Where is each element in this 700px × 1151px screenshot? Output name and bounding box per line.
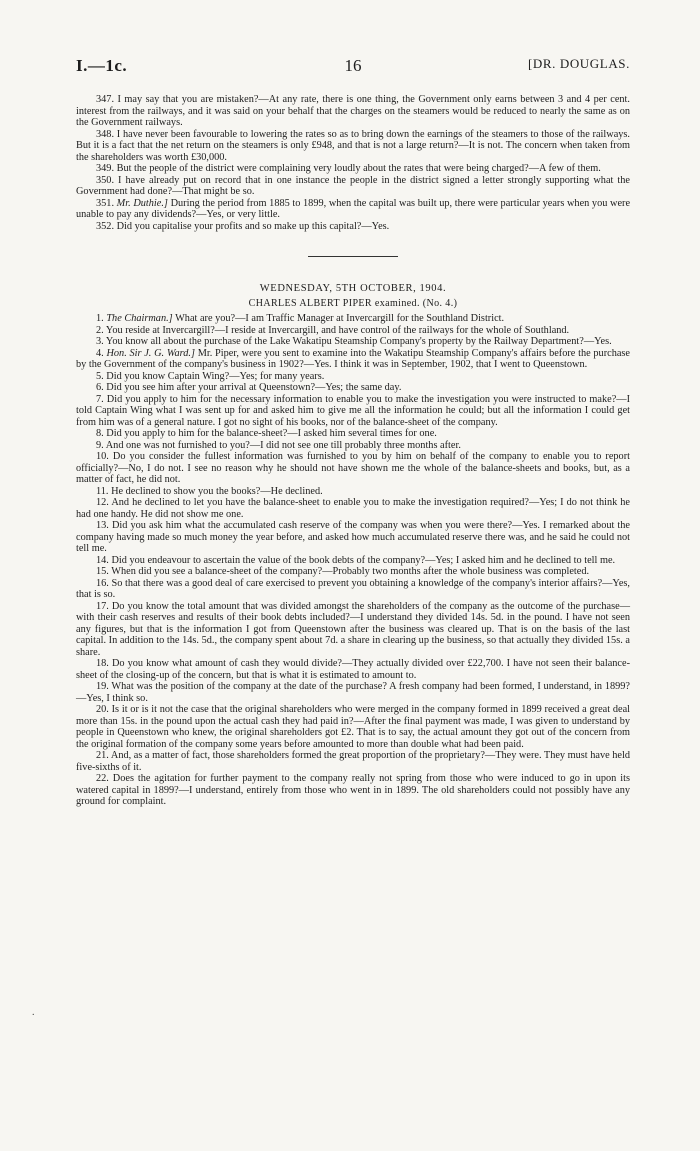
speaker-name: Mr. Duthie.] (116, 197, 168, 209)
question-paragraph (76, 750, 630, 773)
document-body (76, 94, 630, 808)
question-text: What are you?—I am Traffic Manager at Invercargill for the Southland District. (175, 313, 505, 324)
question-paragraph (76, 451, 630, 486)
question-paragraph (76, 129, 630, 164)
question-paragraph (76, 336, 630, 348)
speaker-name: Hon. Sir J. G. Ward.] (106, 347, 195, 359)
question-paragraph (76, 382, 630, 394)
question-paragraph (76, 704, 630, 750)
question-number: 4. (96, 347, 104, 359)
question-text: 350. I have already put on record that in one instance the people in the district signed a letter strongly supporting what the Government had done?—That might be so. (76, 174, 630, 197)
question-text: 347. I may say that you are mistaken?—At any rate, there is one thing, the Government only earns between 3 and 4 per cent. interest from the railways, and it was said on your behalf that the charges on the steamers would be reduced to nearly the same as on the Government railways. (76, 94, 630, 128)
question-paragraph (76, 566, 630, 578)
witness-heading: CHARLES ALBERT PIPER examined. (No. 4.) (248, 297, 458, 309)
question-paragraph (76, 601, 630, 659)
question-paragraph (76, 440, 630, 452)
question-text: 21. And, as a matter of fact, those shareholders formed the great proportion of the proprietary?—They were. They must have held five-sixths of it. (76, 750, 630, 773)
question-paragraph (76, 371, 630, 383)
question-paragraph (76, 578, 630, 601)
question-paragraph (76, 773, 630, 808)
witness-running-head: [DR. DOUGLAS. (527, 56, 630, 71)
question-text: 9. And one was not furnished to you?—I did not see one till probably three months after. (96, 439, 461, 451)
question-paragraph (76, 681, 630, 704)
question-text: 10. Do you consider the fullest information was furnished to you by him on behalf of the company to enable you to report officially?—No, I do not. I see no reason why he should not have shown me the whole of the balance-sheets and books, but, as a matter of fact, he did not. (76, 451, 630, 485)
question-paragraph (76, 198, 630, 221)
session-date: WEDNESDAY, 5TH OCTOBER, 1904. (259, 283, 447, 294)
question-paragraph (76, 325, 630, 337)
question-text: 352. Did you capitalise your profits and so make up this capital?—Yes. (96, 220, 390, 232)
question-paragraph (76, 94, 630, 129)
margin-mark: . (32, 1007, 35, 1018)
question-text: 15. When did you see a balance-sheet of the company?—Probably two months after the whole business was completed. (96, 566, 590, 577)
question-text: 8. Did you apply to him for the balance-sheet?—I asked him several times for one. (96, 428, 437, 439)
question-paragraph (76, 555, 630, 567)
paper-reference: I.—1c. (76, 56, 128, 75)
question-text: 20. Is it or is it not the case that the original shareholders who were merged in the company formed in 1899 received a great deal more than 15s. in the pound upon the actual cash they had paid in?—After the final payment was made, I was given to understand by people in Queenstown who knew, the original shareholders got £2. That is to say, the actual amount they got out of the concern from the original formation of the company some years before amounted to more than double what had been paid. (76, 704, 630, 750)
question-paragraph (76, 394, 630, 429)
question-text: 3. You know all about the purchase of the Lake Wakatipu Steamship Company's property by the Railway Department?—Yes. (96, 336, 612, 347)
question-text: 7. Did you apply to him for the necessary information to enable you to make the investigation you were instructed to make?—I told Captain Wing what I was sent up for and asked him to give me all the information he could; but all the information I could get from him was of a general nature. I got no sight of his books, nor of the balance-sheet of the company. (76, 393, 630, 428)
question-paragraph (76, 348, 630, 371)
question-paragraph (76, 163, 630, 175)
question-text: 19. What was the position of the company at the date of the purchase? A fresh company had been formed, I understand, in 1899?—Yes, I think so. (76, 681, 630, 704)
page-header (76, 56, 630, 80)
question-text: 18. Do you know what amount of cash they would divide?—They actually divided over £22,700. I have not seen their balance-sheet of the closing-up of the concern, but that is what it is estimated to amount to. (76, 658, 630, 681)
question-text: 22. Does the agitation for further payment to the company really not spring from those who were induced to go in upon its watered capital in 1899?—I understand, entirely from those who went in in 1899. The old shareholders could not possibly have any ground for complaint. (76, 773, 630, 807)
question-text: 5. Did you know Captain Wing?—Yes; for many years. (96, 370, 325, 382)
question-text: Mr. Piper, were you sent to examine into the Wakatipu Steamship Company's affairs before the purchase by the Government of the company's business in 1902?—Yes. I think it was in September, 1902, that I went to Queenstown. (76, 347, 630, 370)
question-text: During the period from 1885 to 1899, when the capital was built up, there were particular years when you were unable to pay any dividends?—Yes, or very little. (76, 197, 631, 220)
question-paragraph (76, 520, 630, 555)
question-paragraph (76, 497, 630, 520)
question-paragraph (76, 428, 630, 440)
question-text: 13. Did you ask him what the accumulated cash reserve of the company was when you were there?—Yes. I remarked about the company having made so much money the year before, and asked how much accumulated reserve there was, and he said he could not tell me. (76, 520, 630, 554)
speaker-name: The Chairman.] (106, 313, 173, 324)
question-text: 12. And he declined to let you have the balance-sheet to enable you to make the investigation required?—Yes; I do not think he had one handy. He did not show me one. (76, 497, 630, 520)
question-text: 2. You reside at Invercargill?—I reside at Invercargill, and have control of the railways for the whole of Southland. (96, 324, 570, 336)
question-text: 14. Did you endeavour to ascertain the value of the book debts of the company?—Yes; I asked him and he declined to tell me. (96, 554, 616, 566)
question-text: 349. But the people of the district were complaining very loudly about the rates that were being charged?—A few of them. (96, 163, 601, 174)
evidence-section-piper (76, 313, 630, 808)
question-text: 16. So that there was a good deal of care exercised to prevent you obtaining a knowledge of the company's interior affairs?—Yes, that is so. (76, 577, 630, 600)
evidence-section-previous (76, 94, 630, 232)
question-paragraph (76, 486, 630, 498)
section-divider (308, 256, 398, 257)
question-paragraph (76, 175, 630, 198)
question-number: 351. (96, 197, 115, 209)
question-text: 348. I have never been favourable to lowering the rates so as to bring down the earnings of the steamers to those of the railways. But it is a fact that the net return on the steamers is only £948, and that is not a large return?—It is not. The concern when taken from the shareholders was worth £30,000. (76, 128, 630, 163)
question-paragraph (76, 658, 630, 681)
question-text: 11. He declined to show you the books?—He declined. (96, 485, 323, 497)
question-text: 17. Do you know the total amount that was divided amongst the shareholders of the company as the outcome of the purchase—with their cash reserves and results of their book debts included?—I understand they divided 14s. 5d. in the pound. I have not seen any figures, but that is the information I got from Queenstown after the business was cleared up. That is on the basis of the last capital. In addition to the 14s. 5d., the company spent about 7d. a share in clearing up the business, so that actually they divided 15s. a share. (76, 600, 630, 658)
question-paragraph (76, 313, 630, 325)
question-number: 1. (96, 313, 104, 324)
question-paragraph (76, 221, 630, 233)
page-number: 16 (344, 56, 362, 75)
question-text: 6. Did you see him after your arrival at Queenstown?—Yes; the same day. (96, 382, 402, 393)
